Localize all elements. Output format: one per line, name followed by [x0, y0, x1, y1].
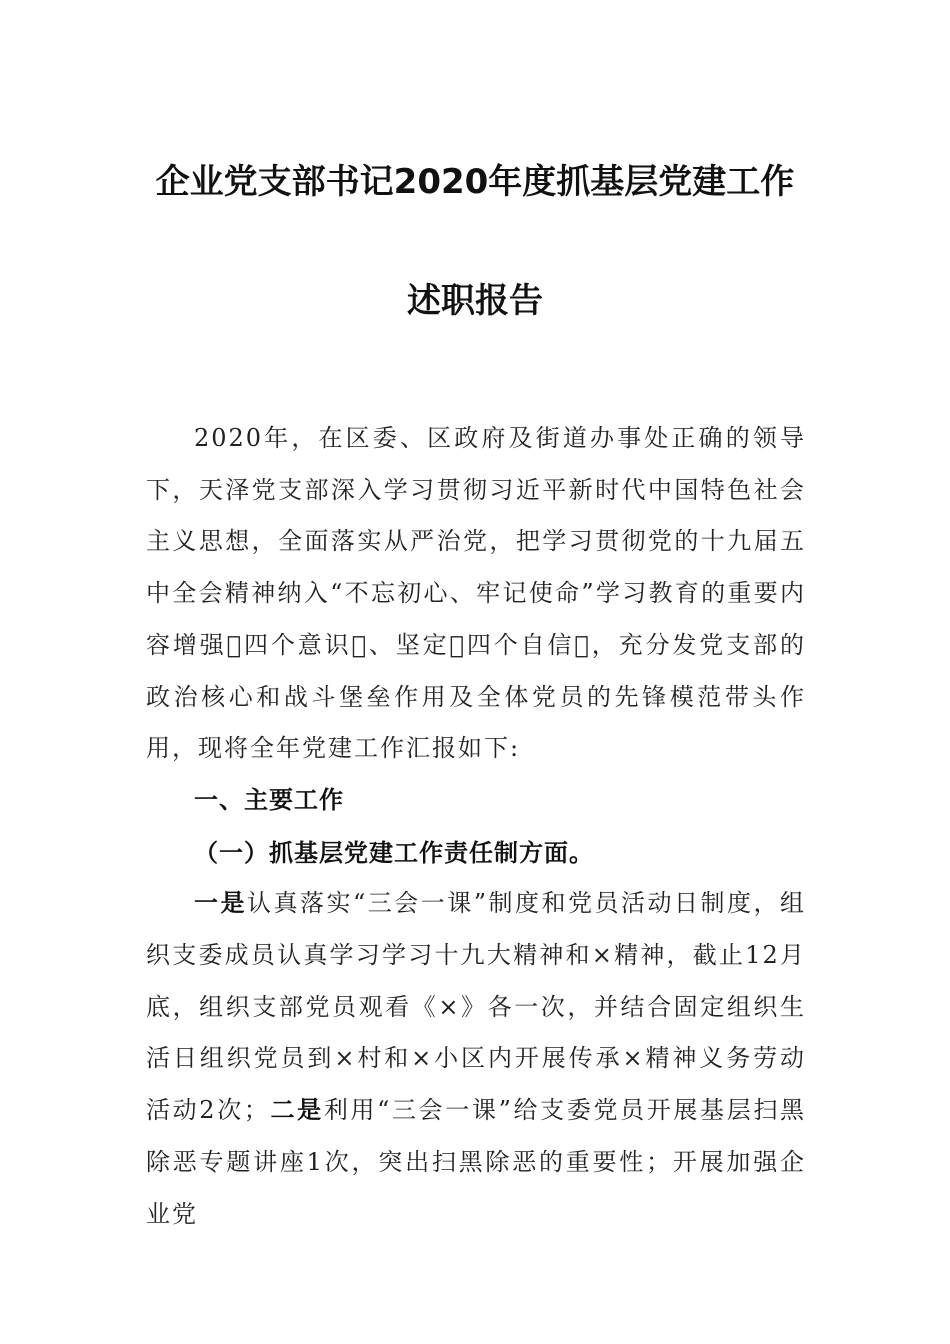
paragraph-text-second: 利用“三会一课”给支委党员开展基层扫黑除恶专题讲座1次，突出扫黑除恶的重要性；开展加强企业党	[146, 1096, 806, 1228]
paragraph-lead-second: 二是	[269, 1096, 324, 1125]
document-body	[146, 413, 806, 1240]
paragraph-lead-first: 一是	[194, 889, 247, 918]
subsection-heading: （一）抓基层党建工作责任制方面。	[194, 837, 594, 867]
intro-paragraph	[146, 413, 806, 775]
section-heading: 一、主要工作	[194, 785, 344, 814]
document-title-line-1: 企业党支部书记2020年度抓基层党建工作	[155, 162, 795, 202]
work-paragraph	[146, 878, 806, 1240]
intro-text: 2020年，在区委、区政府及街道办事处正确的领导下，天泽党支部深入学习贯彻习近平新时代中国特色社会主义思想，全面落实从严治党，把学习贯彻党的十九届五中全会精神纳入“不忘初心、牢记使命”学习教育的重要内容增强 四个意识 、坚定 四个自信 ，充分发党支部的政治核心和战斗堡垒作用及全体党员的先锋模范带头作用，现将全年党建工作汇报如下:	[146, 424, 806, 763]
document-title-line-2: 述职报告	[407, 281, 543, 321]
paragraph-text-first: 认真落实“三会一课”制度和党员活动日制度，组织支委成员认真学习学习十九大精神和×精神，截止12月底，组织支部党员观看《×》各一次，并结合固定组织生活日组织党员到×村和×小区内开展传承×精神义务劳动活动2次；	[146, 889, 806, 1125]
